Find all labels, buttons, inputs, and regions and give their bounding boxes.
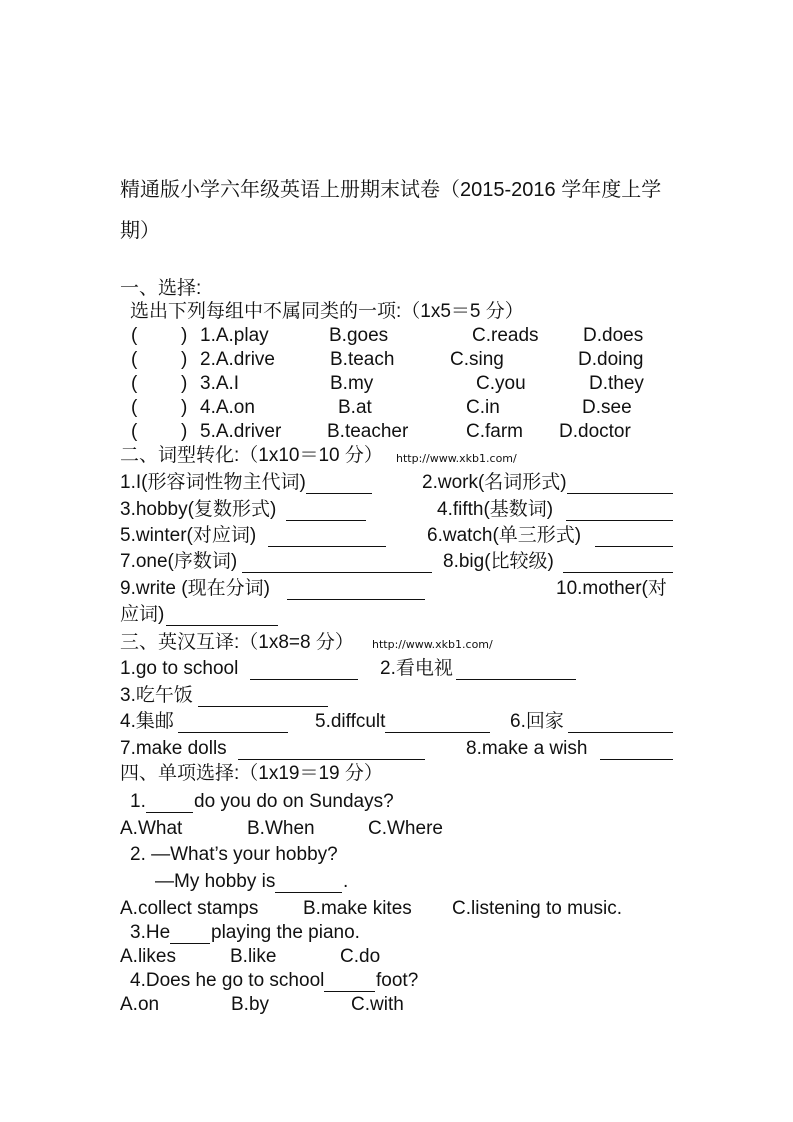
source-url: http://www.xkb1.com/ xyxy=(396,452,517,465)
answer-paren-close: ) xyxy=(181,373,188,394)
answer-blank[interactable] xyxy=(567,471,673,494)
option-b: B.by xyxy=(231,994,270,1015)
answer-paren-close: ) xyxy=(181,397,188,418)
question-text: foot? xyxy=(376,970,419,991)
option-a: 4.A.on xyxy=(200,397,255,418)
item-label: 2.work(名词形式) xyxy=(422,472,567,493)
item-label: 8.make a wish xyxy=(466,738,588,759)
section3-heading: 三、英汉互译:（1x8=8 分） xyxy=(120,632,354,653)
answer-blank[interactable] xyxy=(166,603,278,626)
answer-paren-open: ( xyxy=(131,421,138,442)
option-c: C.with xyxy=(351,994,404,1015)
option-b: B.my xyxy=(330,373,374,394)
option-b: B.teacher xyxy=(327,421,409,442)
answer-blank[interactable] xyxy=(238,737,425,760)
option-a: 5.A.driver xyxy=(200,421,282,442)
exam-title: 精通版小学六年级英语上册期末试卷（2015-2016 学年度上学 xyxy=(120,179,662,201)
answer-blank[interactable] xyxy=(563,550,673,573)
question-prefix: 3.He xyxy=(130,922,171,943)
section1-instruction: 选出下列每组中不属同类的一项:（1x5＝5 分） xyxy=(130,301,524,322)
question-text: 2. —What’s your hobby? xyxy=(130,844,338,865)
answer-blank[interactable] xyxy=(268,524,386,547)
answer-paren-open: ( xyxy=(131,397,138,418)
option-c: C.in xyxy=(466,397,500,418)
answer-blank[interactable] xyxy=(385,710,490,733)
item-label: 5.diffcult xyxy=(315,711,386,732)
item-label: 9.write (现在分词) xyxy=(120,578,270,599)
item-label: 7.make dolls xyxy=(120,738,227,759)
question-text: do you do on Sundays? xyxy=(194,791,394,812)
option-c: C.sing xyxy=(450,349,504,370)
source-url: http://www.xkb1.com/ xyxy=(372,638,493,651)
option-a: 2.A.drive xyxy=(200,349,275,370)
item-label: 4.fifth(基数词) xyxy=(437,499,554,520)
answer-blank[interactable] xyxy=(286,498,366,521)
option-a: A.on xyxy=(120,994,160,1015)
option-c: C.do xyxy=(340,946,381,967)
item-label: 1.go to school xyxy=(120,658,239,679)
option-b: B.goes xyxy=(329,325,389,346)
question-prefix: 1. xyxy=(130,791,146,812)
option-b: B.like xyxy=(230,946,277,967)
answer-blank[interactable] xyxy=(242,550,432,573)
option-a: 3.A.I xyxy=(200,373,240,394)
answer-blank[interactable] xyxy=(198,684,328,707)
option-c: C.Where xyxy=(368,818,443,839)
question-prefix: 4.Does he go to school xyxy=(130,970,325,991)
option-b: B.at xyxy=(338,397,372,418)
answer-paren-open: ( xyxy=(131,349,138,370)
option-c: C.you xyxy=(476,373,526,394)
answer-blank[interactable] xyxy=(566,498,673,521)
item-label: 10.mother(对 xyxy=(556,578,667,599)
answer-blank[interactable] xyxy=(275,870,342,893)
answer-paren-close: ) xyxy=(181,325,188,346)
option-b: B.When xyxy=(247,818,315,839)
item-label: 1.I(形容词性物主代词) xyxy=(120,472,306,493)
answer-blank[interactable] xyxy=(324,969,375,992)
answer-paren-close: ) xyxy=(181,421,188,442)
item-label-cont: 应词) xyxy=(120,604,165,625)
option-a: 1.A.play xyxy=(200,325,269,346)
item-label: 4.集邮 xyxy=(120,711,174,732)
section2-heading: 二、词型转化:（1x10＝10 分） xyxy=(120,445,383,466)
question-text: playing the piano. xyxy=(211,922,360,943)
option-c: C.farm xyxy=(466,421,523,442)
item-label: 8.big(比较级) xyxy=(443,551,554,572)
item-label: 3.吃午饭 xyxy=(120,685,193,706)
answer-paren-open: ( xyxy=(131,325,138,346)
item-label: 3.hobby(复数形式) xyxy=(120,499,277,520)
option-a: A.collect stamps xyxy=(120,898,259,919)
section4-heading: 四、单项选择:（1x19＝19 分） xyxy=(120,763,383,784)
option-c: C.reads xyxy=(472,325,539,346)
option-d: D.does xyxy=(583,325,644,346)
answer-paren-close: ) xyxy=(181,349,188,370)
answer-blank[interactable] xyxy=(146,790,193,813)
answer-blank[interactable] xyxy=(306,471,372,494)
item-label: 6.watch(单三形式) xyxy=(427,525,582,546)
question-text: . xyxy=(343,871,349,892)
option-d: D.doing xyxy=(578,349,644,370)
question-prefix: —My hobby is xyxy=(155,871,276,892)
option-b: B.teach xyxy=(330,349,395,370)
answer-blank[interactable] xyxy=(568,710,673,733)
item-label: 7.one(序数词) xyxy=(120,551,238,572)
option-a: A.What xyxy=(120,818,183,839)
option-d: D.they xyxy=(589,373,644,394)
answer-blank[interactable] xyxy=(456,657,576,680)
option-c: C.listening to music. xyxy=(452,898,623,919)
option-a: A.likes xyxy=(120,946,176,967)
item-label: 2.看电视 xyxy=(380,658,453,679)
answer-paren-open: ( xyxy=(131,373,138,394)
answer-blank[interactable] xyxy=(600,737,673,760)
answer-blank[interactable] xyxy=(170,921,210,944)
section1-heading: 一、选择: xyxy=(120,278,202,299)
option-b: B.make kites xyxy=(303,898,412,919)
item-label: 5.winter(对应词) xyxy=(120,525,257,546)
answer-blank[interactable] xyxy=(595,524,673,547)
option-d: D.see xyxy=(582,397,632,418)
answer-blank[interactable] xyxy=(250,657,358,680)
answer-blank[interactable] xyxy=(287,577,425,600)
answer-blank[interactable] xyxy=(178,710,288,733)
exam-title-cont: 期） xyxy=(120,220,160,242)
item-label: 6.回家 xyxy=(510,711,564,732)
option-d: D.doctor xyxy=(559,421,631,442)
